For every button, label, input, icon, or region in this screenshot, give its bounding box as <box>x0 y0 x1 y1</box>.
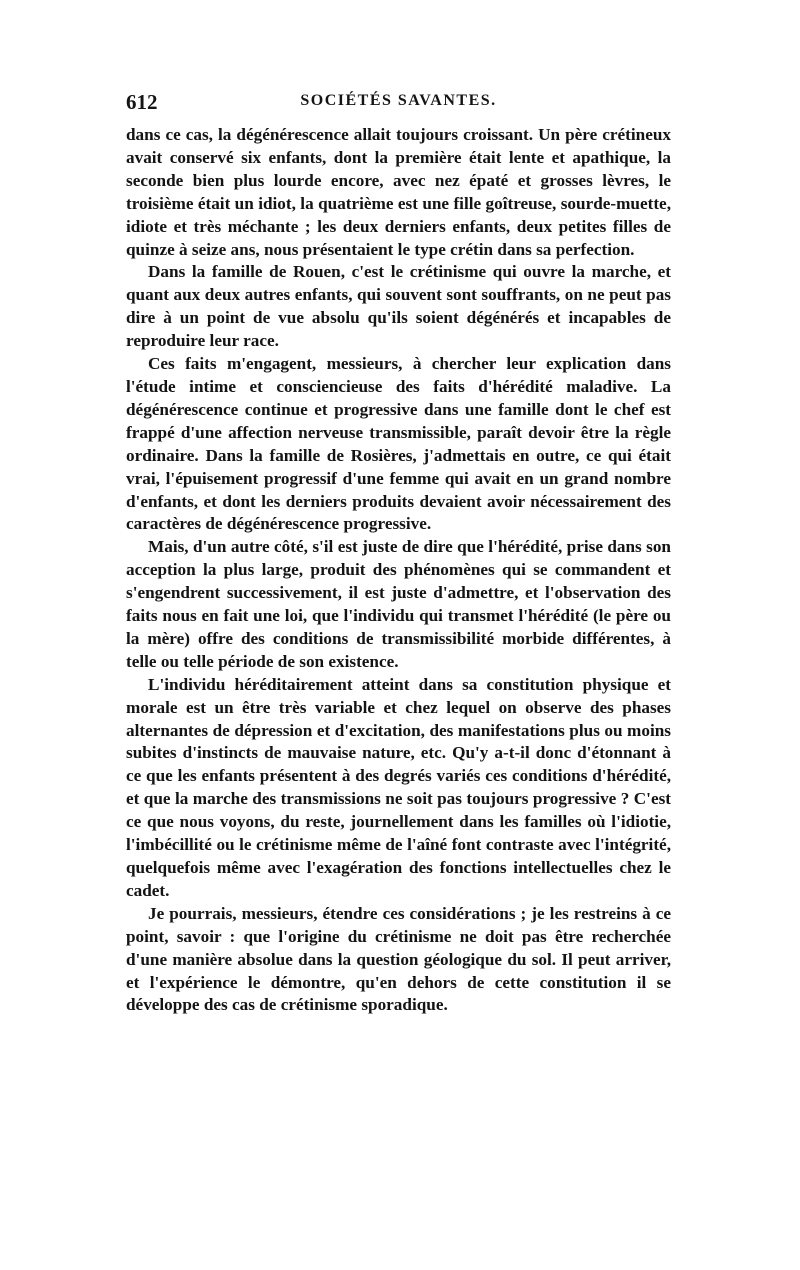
page-header <box>126 90 671 124</box>
book-page <box>126 90 671 1017</box>
paragraph-1: dans ce cas, la dégénérescence allait toujours croissant. Un père crétineux avait conservé six enfants, dont la première était lente et apathique, la seconde bien plus lourde encore, avec nez épaté et grosses lèvres, le troisième était un idiot, la quatrième est une fille goîtreuse, sourde-muette, idiote et très méchante ; les deux derniers enfants, deux petites filles de quinze à seize ans, nous présentaient le type crétin dans sa perfection. <box>126 125 671 259</box>
page-number: 612 <box>126 90 158 114</box>
paragraph-6: Je pourrais, messieurs, étendre ces considérations ; je les restreins à ce point, savoir : que l'origine du crétinisme ne doit pas être recherchée d'une manière absolue dans la question géologique du sol. Il peut arriver, et l'expérience le démontre, qu'en dehors de cette constitution il se développe des cas de crétinisme sporadique. <box>126 903 671 1015</box>
body-text <box>126 124 671 1017</box>
paragraph-3: Ces faits m'engagent, messieurs, à chercher leur explication dans l'étude intime et consciencieuse des faits d'hérédité maladive. La dégénérescence continue et progressive dans une famille dont le chef est frappé d'une affection nerveuse transmissible, paraît devoir être la règle ordinaire. Dans la famille de Rosières, j'admettais en outre, ce qui était vrai, l'épuisement progressif d'une femme qui avait en un grand nombre d'enfants, et dont les derniers produits devaient avoir nécessairement des caractères de dégénérescence progressive. <box>126 354 671 534</box>
paragraph-4: Mais, d'un autre côté, s'il est juste de dire que l'hérédité, prise dans son acception la plus large, produit des phénomènes qui se commandent et s'engendrent successivement, il est juste d'admettre, et l'observation des faits nous en fait une loi, que l'individu qui transmet l'hérédité (le père ou la mère) offre des conditions de transmissibilité morbide différentes, à telle ou telle période de son existence. <box>126 537 671 671</box>
paragraph-2: Dans la famille de Rouen, c'est le crétinisme qui ouvre la marche, et quant aux deux autres enfants, qui souvent sont souffrants, on ne peut pas dire à un point de vue absolu qu'ils soient dégénérés et incapables de reproduire leur race. <box>126 262 671 351</box>
paragraph-5: L'individu héréditairement atteint dans sa constitution physique et morale est un être très variable et chez lequel on observe des phases alternantes de dépression et d'excitation, des manifestations plus ou moins subites d'instincts de mauvaise nature, etc. Qu'y a-t-il donc d'étonnant à ce que les enfants présentent à des degrés variés ces conditions d'hérédité, et que la marche des transmissions ne soit pas toujours progressive ? C'est ce que nous voyons, du reste, journellement dans les familles où l'idiotie, l'imbécillité ou le crétinisme même de l'aîné font contraste avec l'intégrité, quelquefois même avec l'exagération des fonctions intellectuelles chez le cadet. <box>126 674 671 900</box>
running-head: SOCIÉTÉS SAVANTES. <box>300 92 497 109</box>
